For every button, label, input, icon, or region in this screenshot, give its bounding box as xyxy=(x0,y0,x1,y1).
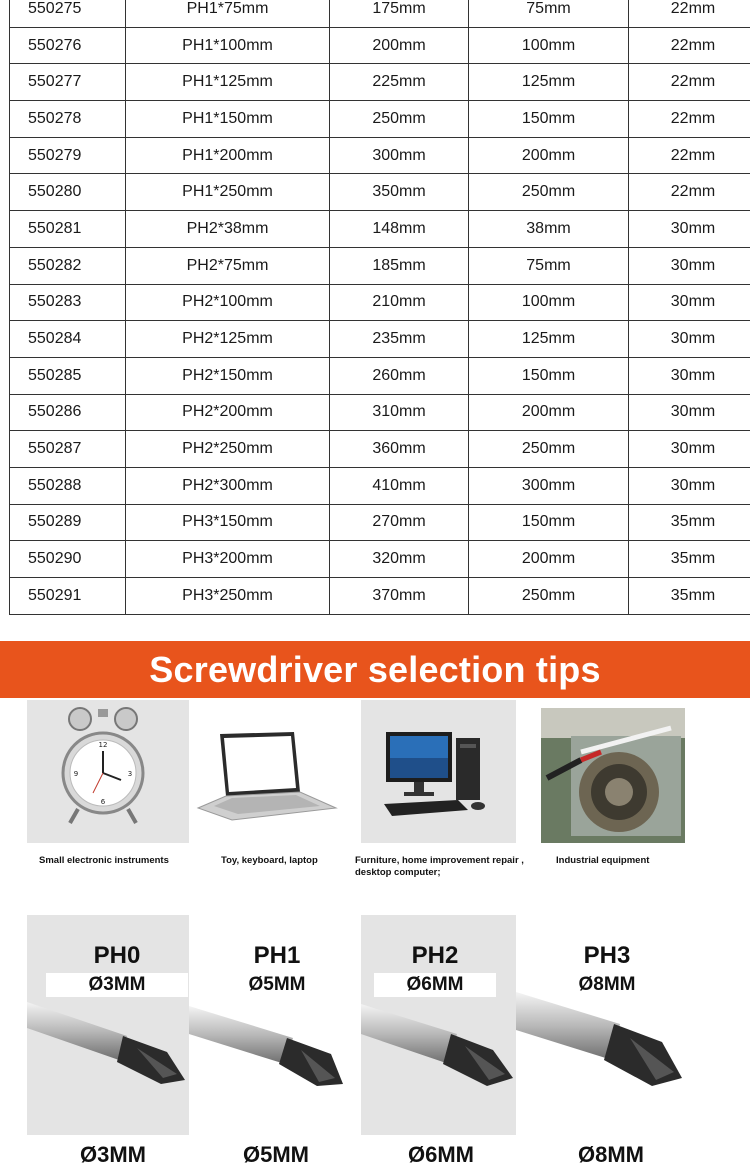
ph1-tip-icon xyxy=(189,998,361,1096)
table-cell-handle: 30mm xyxy=(629,284,750,321)
table-cell-handle: 30mm xyxy=(629,211,750,248)
table-row xyxy=(10,247,750,284)
table-cell-model: 550287 xyxy=(10,431,126,468)
table-cell-model: 550286 xyxy=(10,394,126,431)
alarm-clock-icon xyxy=(58,705,148,827)
svg-text:12: 12 xyxy=(99,741,108,749)
table-cell-model: 550282 xyxy=(10,247,126,284)
table-cell-blade-length: 200mm xyxy=(469,541,629,578)
table-cell-blade-length: 38mm xyxy=(469,211,629,248)
bottom-diameter-2: Ø5MM xyxy=(243,1142,309,1168)
table-cell-blade-length: 75mm xyxy=(469,0,629,27)
table-cell-spec: PH2*38mm xyxy=(126,211,330,248)
table-cell-blade-length: 200mm xyxy=(469,394,629,431)
table-cell-handle: 22mm xyxy=(629,174,750,211)
table-row xyxy=(10,541,750,578)
table-cell-total-length: 148mm xyxy=(330,211,469,248)
table-cell-total-length: 350mm xyxy=(330,174,469,211)
table-cell-handle: 35mm xyxy=(629,541,750,578)
table-cell-model: 550283 xyxy=(10,284,126,321)
table-row xyxy=(10,27,750,64)
table-cell-model: 550285 xyxy=(10,357,126,394)
usage-label-2: Toy, keyboard, laptop xyxy=(221,855,351,867)
table-cell-spec: PH2*250mm xyxy=(126,431,330,468)
table-cell-blade-length: 150mm xyxy=(469,357,629,394)
size-diameter: Ø6MM xyxy=(374,973,496,997)
table-row xyxy=(10,357,750,394)
table-cell-spec: PH1*250mm xyxy=(126,174,330,211)
table-row xyxy=(10,137,750,174)
table-row xyxy=(10,0,750,27)
table-cell-total-length: 260mm xyxy=(330,357,469,394)
table-cell-model: 550279 xyxy=(10,137,126,174)
table-cell-spec: PH2*125mm xyxy=(126,321,330,358)
table-row xyxy=(10,174,750,211)
size-ph0 xyxy=(45,942,189,997)
table-row xyxy=(10,211,750,248)
spec-table-body xyxy=(10,0,750,614)
usage-label-4: Industrial equipment xyxy=(556,855,706,867)
table-cell-spec: PH3*200mm xyxy=(126,541,330,578)
industrial-equipment-icon xyxy=(541,708,685,843)
size-diameter: Ø3MM xyxy=(46,973,188,997)
table-cell-blade-length: 150mm xyxy=(469,504,629,541)
table-cell-total-length: 320mm xyxy=(330,541,469,578)
table-row xyxy=(10,284,750,321)
size-name: PH0 xyxy=(45,942,189,970)
table-cell-handle: 35mm xyxy=(629,578,750,615)
table-cell-blade-length: 250mm xyxy=(469,578,629,615)
table-cell-blade-length: 250mm xyxy=(469,174,629,211)
table-cell-blade-length: 250mm xyxy=(469,431,629,468)
table-cell-model: 550281 xyxy=(10,211,126,248)
table-cell-total-length: 185mm xyxy=(330,247,469,284)
size-diameter: Ø5MM xyxy=(243,973,312,997)
table-cell-blade-length: 125mm xyxy=(469,321,629,358)
table-cell-total-length: 310mm xyxy=(330,394,469,431)
table-cell-spec: PH3*250mm xyxy=(126,578,330,615)
size-name: PH2 xyxy=(363,942,507,970)
usage-label-panel-3 xyxy=(361,843,516,915)
table-row xyxy=(10,431,750,468)
table-row xyxy=(10,321,750,358)
table-cell-total-length: 235mm xyxy=(330,321,469,358)
table-cell-spec: PH1*150mm xyxy=(126,101,330,138)
table-cell-handle: 22mm xyxy=(629,0,750,27)
table-cell-model: 550278 xyxy=(10,101,126,138)
table-cell-handle: 30mm xyxy=(629,357,750,394)
table-cell-handle: 22mm xyxy=(629,64,750,101)
spec-table xyxy=(9,0,750,615)
table-cell-total-length: 410mm xyxy=(330,467,469,504)
table-cell-spec: PH2*150mm xyxy=(126,357,330,394)
table-cell-blade-length: 75mm xyxy=(469,247,629,284)
table-cell-handle: 22mm xyxy=(629,137,750,174)
table-cell-handle: 30mm xyxy=(629,394,750,431)
table-cell-total-length: 200mm xyxy=(330,27,469,64)
desktop-computer-icon xyxy=(380,728,498,824)
usage-label-1: Small electronic instruments xyxy=(39,855,189,867)
table-cell-spec: PH2*300mm xyxy=(126,467,330,504)
table-cell-blade-length: 300mm xyxy=(469,467,629,504)
table-cell-handle: 30mm xyxy=(629,467,750,504)
table-cell-blade-length: 100mm xyxy=(469,284,629,321)
ph2-tip-icon xyxy=(361,998,516,1096)
table-cell-handle: 22mm xyxy=(629,101,750,138)
table-cell-total-length: 175mm xyxy=(330,0,469,27)
size-ph3 xyxy=(535,942,679,997)
table-cell-handle: 30mm xyxy=(629,321,750,358)
size-name: PH3 xyxy=(535,942,679,970)
table-cell-spec: PH1*75mm xyxy=(126,0,330,27)
table-cell-model: 550291 xyxy=(10,578,126,615)
table-cell-model: 550284 xyxy=(10,321,126,358)
table-cell-spec: PH2*75mm xyxy=(126,247,330,284)
table-cell-total-length: 360mm xyxy=(330,431,469,468)
table-cell-model: 550280 xyxy=(10,174,126,211)
table-cell-model: 550288 xyxy=(10,467,126,504)
table-cell-total-length: 270mm xyxy=(330,504,469,541)
usage-label-panel-1 xyxy=(37,843,189,915)
svg-text:9: 9 xyxy=(74,770,78,778)
table-cell-spec: PH2*100mm xyxy=(126,284,330,321)
table-cell-model: 550276 xyxy=(10,27,126,64)
bottom-diameter-3: Ø6MM xyxy=(408,1142,474,1168)
banner-title: Screwdriver selection tips xyxy=(149,649,600,690)
table-cell-spec: PH1*100mm xyxy=(126,27,330,64)
size-ph1 xyxy=(205,942,349,997)
table-cell-model: 550277 xyxy=(10,64,126,101)
table-row xyxy=(10,64,750,101)
table-cell-blade-length: 200mm xyxy=(469,137,629,174)
table-row xyxy=(10,504,750,541)
bottom-diameter-1: Ø3MM xyxy=(80,1142,146,1168)
table-cell-total-length: 370mm xyxy=(330,578,469,615)
table-cell-blade-length: 125mm xyxy=(469,64,629,101)
table-cell-handle: 30mm xyxy=(629,247,750,284)
table-row xyxy=(10,394,750,431)
table-cell-total-length: 250mm xyxy=(330,101,469,138)
laptop-icon xyxy=(196,728,338,824)
table-row xyxy=(10,578,750,615)
svg-text:3: 3 xyxy=(128,770,132,778)
table-cell-handle: 30mm xyxy=(629,431,750,468)
table-cell-handle: 22mm xyxy=(629,27,750,64)
selection-tips-banner xyxy=(0,641,750,698)
table-row xyxy=(10,467,750,504)
table-cell-model: 550290 xyxy=(10,541,126,578)
svg-text:6: 6 xyxy=(101,798,106,806)
table-cell-blade-length: 100mm xyxy=(469,27,629,64)
table-row xyxy=(10,101,750,138)
table-cell-total-length: 210mm xyxy=(330,284,469,321)
size-name: PH1 xyxy=(205,942,349,970)
size-ph2 xyxy=(363,942,507,997)
table-cell-spec: PH3*150mm xyxy=(126,504,330,541)
ph0-tip-icon xyxy=(27,998,189,1096)
ph3-tip-icon xyxy=(516,992,688,1096)
size-diameter: Ø8MM xyxy=(573,973,642,997)
table-cell-model: 550289 xyxy=(10,504,126,541)
table-cell-spec: PH1*125mm xyxy=(126,64,330,101)
table-cell-blade-length: 150mm xyxy=(469,101,629,138)
bottom-diameter-4: Ø8MM xyxy=(578,1142,644,1168)
table-cell-spec: PH1*200mm xyxy=(126,137,330,174)
usage-label-3: Furniture, home improvement repair , desktop computer; xyxy=(355,855,540,879)
table-cell-total-length: 225mm xyxy=(330,64,469,101)
table-cell-total-length: 300mm xyxy=(330,137,469,174)
table-cell-handle: 35mm xyxy=(629,504,750,541)
table-cell-model: 550275 xyxy=(10,0,126,27)
table-cell-spec: PH2*200mm xyxy=(126,394,330,431)
